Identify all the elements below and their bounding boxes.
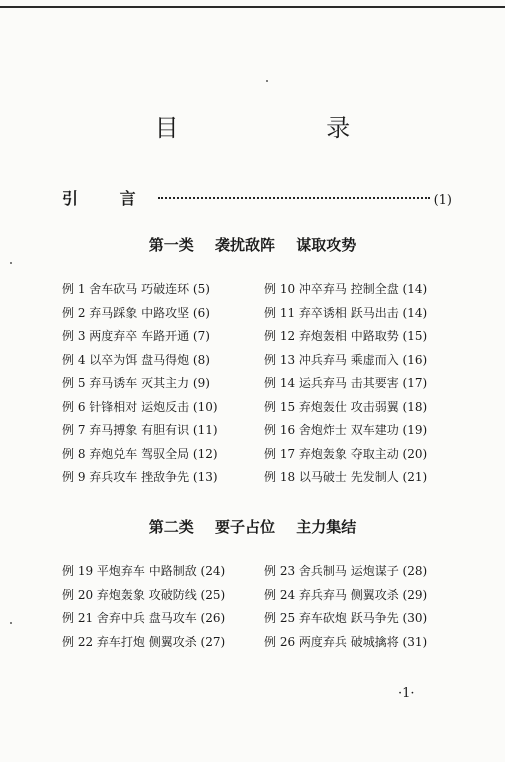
toc-entry[interactable]: 例 1 舍车砍马 巧破连环 (5) [62, 282, 210, 296]
toc-entry[interactable]: 例 6 针锋相对 运炮反击 (10) [62, 399, 218, 414]
toc-entry[interactable]: 例 26 两度弃兵 破城擒将 (31) [264, 634, 428, 649]
toc-entry[interactable]: 例 5 弃马诱车 灭其主力 (9) [62, 376, 210, 390]
section-category: 第二类 [148, 518, 194, 536]
section1-left-column [62, 278, 252, 490]
section-theme: 谋取攻势 [296, 236, 357, 254]
section-category: 第一类 [148, 236, 194, 254]
toc-entry[interactable]: 例 19 平炮弃车 中路制敌 (24) [62, 564, 226, 578]
dot-leader [158, 197, 430, 199]
toc-entry[interactable]: 例 20 弃炮轰象 攻破防线 (25) [62, 587, 226, 602]
toc-entry[interactable]: 例 4 以卒为饵 盘马得炮 (8) [62, 352, 210, 367]
toc-entry[interactable]: 例 18 以马破士 先发制人 (21) [264, 470, 428, 484]
toc-entry[interactable]: 例 25 弃车砍炮 跃马争先 (30) [264, 611, 428, 625]
section2-right-column [264, 560, 464, 654]
intro-entry[interactable] [62, 186, 452, 206]
section1-right-column [264, 278, 464, 490]
section2-left-column [62, 560, 252, 654]
toc-entry[interactable]: 例 16 舍炮炸士 双车建功 (19) [264, 423, 428, 437]
section-heading-1 [0, 234, 505, 255]
toc-entry[interactable]: 例 3 两度弃卒 车路开通 (7) [62, 329, 210, 343]
toc-entry[interactable]: 例 23 舍兵制马 运炮谋子 (28) [264, 564, 428, 578]
toc-entry[interactable]: 例 8 弃炮兑车 驾驭全局 (12) [62, 446, 218, 461]
section-theme: 袭扰敌阵 [214, 236, 275, 254]
toc-entry[interactable]: 例 11 弃卒诱相 跃马出击 (14) [264, 305, 428, 320]
toc-entry[interactable]: 例 7 弃马搏象 有胆有识 (11) [62, 423, 218, 437]
section-theme: 主力集结 [296, 518, 357, 536]
page-number: ·1· [398, 686, 415, 701]
intro-page-number: (1) [433, 193, 452, 208]
intro-label: 引 言 [62, 189, 154, 208]
toc-entry[interactable]: 例 15 弃炮轰仕 攻击弱翼 (18) [264, 399, 428, 414]
page-title: 目 录 [154, 114, 421, 142]
toc-entry[interactable]: 例 10 冲卒弃马 控制全盘 (14) [264, 282, 428, 296]
toc-entry[interactable]: 例 9 弃兵攻车 挫敌争先 (13) [62, 470, 218, 484]
toc-entry[interactable]: 例 24 弃兵弃马 侧翼攻杀 (29) [264, 587, 428, 602]
section-heading-2 [0, 516, 505, 537]
toc-entry[interactable]: 例 14 运兵弃马 击其要害 (17) [264, 376, 428, 390]
top-border-rule [0, 6, 505, 8]
toc-entry[interactable]: 例 13 冲兵弃马 乘虚而入 (16) [264, 352, 428, 367]
section-theme: 要子占位 [214, 518, 275, 536]
toc-entry[interactable]: 例 17 弃炮轰象 夺取主动 (20) [264, 446, 428, 461]
print-speck [10, 622, 12, 624]
print-speck [266, 80, 268, 82]
toc-entry[interactable]: 例 22 弃车打炮 侧翼攻杀 (27) [62, 634, 226, 649]
print-speck [10, 262, 12, 264]
toc-entry[interactable]: 例 12 弃炮轰相 中路取势 (15) [264, 329, 428, 343]
toc-entry[interactable]: 例 2 弃马踩象 中路攻坚 (6) [62, 305, 210, 320]
toc-entry[interactable]: 例 21 舍弃中兵 盘马攻车 (26) [62, 611, 226, 625]
